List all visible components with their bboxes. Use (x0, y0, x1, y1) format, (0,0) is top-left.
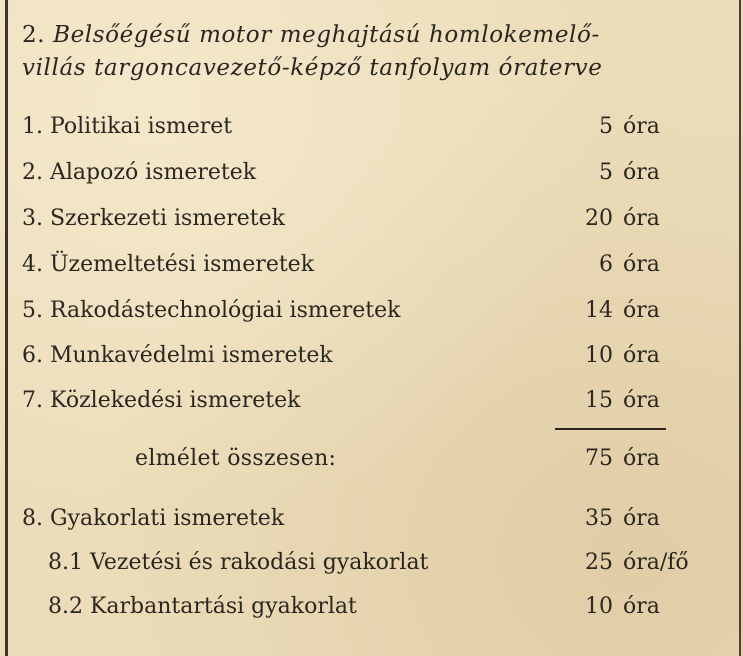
row-label: 7. Közlekedési ismeretek (22, 388, 301, 413)
row-label: 1. Politikai ismeret (22, 114, 233, 139)
heading-line-2 (22, 55, 722, 81)
heading-line-1 (22, 22, 722, 48)
table-row (0, 252, 743, 286)
total-label: elmélet összesen: (135, 446, 337, 471)
row-hours: 14 (585, 298, 613, 323)
row-label: 6. Munkavédelmi ismeretek (22, 343, 333, 368)
total-hours: 75 (585, 446, 613, 471)
table-row (0, 343, 743, 377)
row-unit: óra (623, 206, 660, 231)
row-unit: óra (623, 160, 660, 185)
row-label: 5. Rakodástechnológiai ismeretek (22, 298, 401, 323)
table-row (0, 594, 743, 628)
row-hours: 5 (599, 160, 613, 185)
row-unit: óra (623, 343, 660, 368)
row-hours: 25 (585, 550, 613, 575)
table-row (0, 114, 743, 148)
row-unit: óra (623, 252, 660, 277)
table-row (0, 298, 743, 332)
row-hours: 20 (585, 206, 613, 231)
row-label: 8. Gyakorlati ismeretek (22, 506, 285, 531)
row-unit: óra (623, 506, 660, 531)
row-hours: 5 (599, 114, 613, 139)
table-row (0, 160, 743, 194)
total-row (0, 446, 743, 480)
row-unit: óra (623, 298, 660, 323)
row-hours: 35 (585, 506, 613, 531)
table-row (0, 506, 743, 540)
row-hours: 15 (585, 388, 613, 413)
heading-text-1: Belsőégésű motor meghajtású homlokemelő- (53, 22, 600, 48)
row-unit: óra (623, 594, 660, 619)
sum-divider (555, 428, 666, 430)
heading-number: 2. (22, 22, 46, 48)
table-row (0, 206, 743, 240)
row-hours: 10 (585, 594, 613, 619)
heading-text-2: villás targoncavezető-képző tanfolyam óraterve (22, 55, 603, 81)
row-label: 8.2 Karbantartási gyakorlat (48, 594, 357, 619)
row-label: 2. Alapozó ismeretek (22, 160, 257, 185)
row-label: 3. Szerkezeti ismeretek (22, 206, 285, 231)
total-unit: óra (623, 446, 660, 471)
row-unit: óra (623, 114, 660, 139)
table-row (0, 550, 743, 584)
table-row (0, 388, 743, 422)
row-unit: óra/fő (623, 550, 689, 575)
row-label: 8.1 Vezetési és rakodási gyakorlat (48, 550, 429, 575)
row-hours: 10 (585, 343, 613, 368)
row-hours: 6 (599, 252, 613, 277)
row-unit: óra (623, 388, 660, 413)
row-label: 4. Üzemeltetési ismeretek (22, 252, 315, 277)
